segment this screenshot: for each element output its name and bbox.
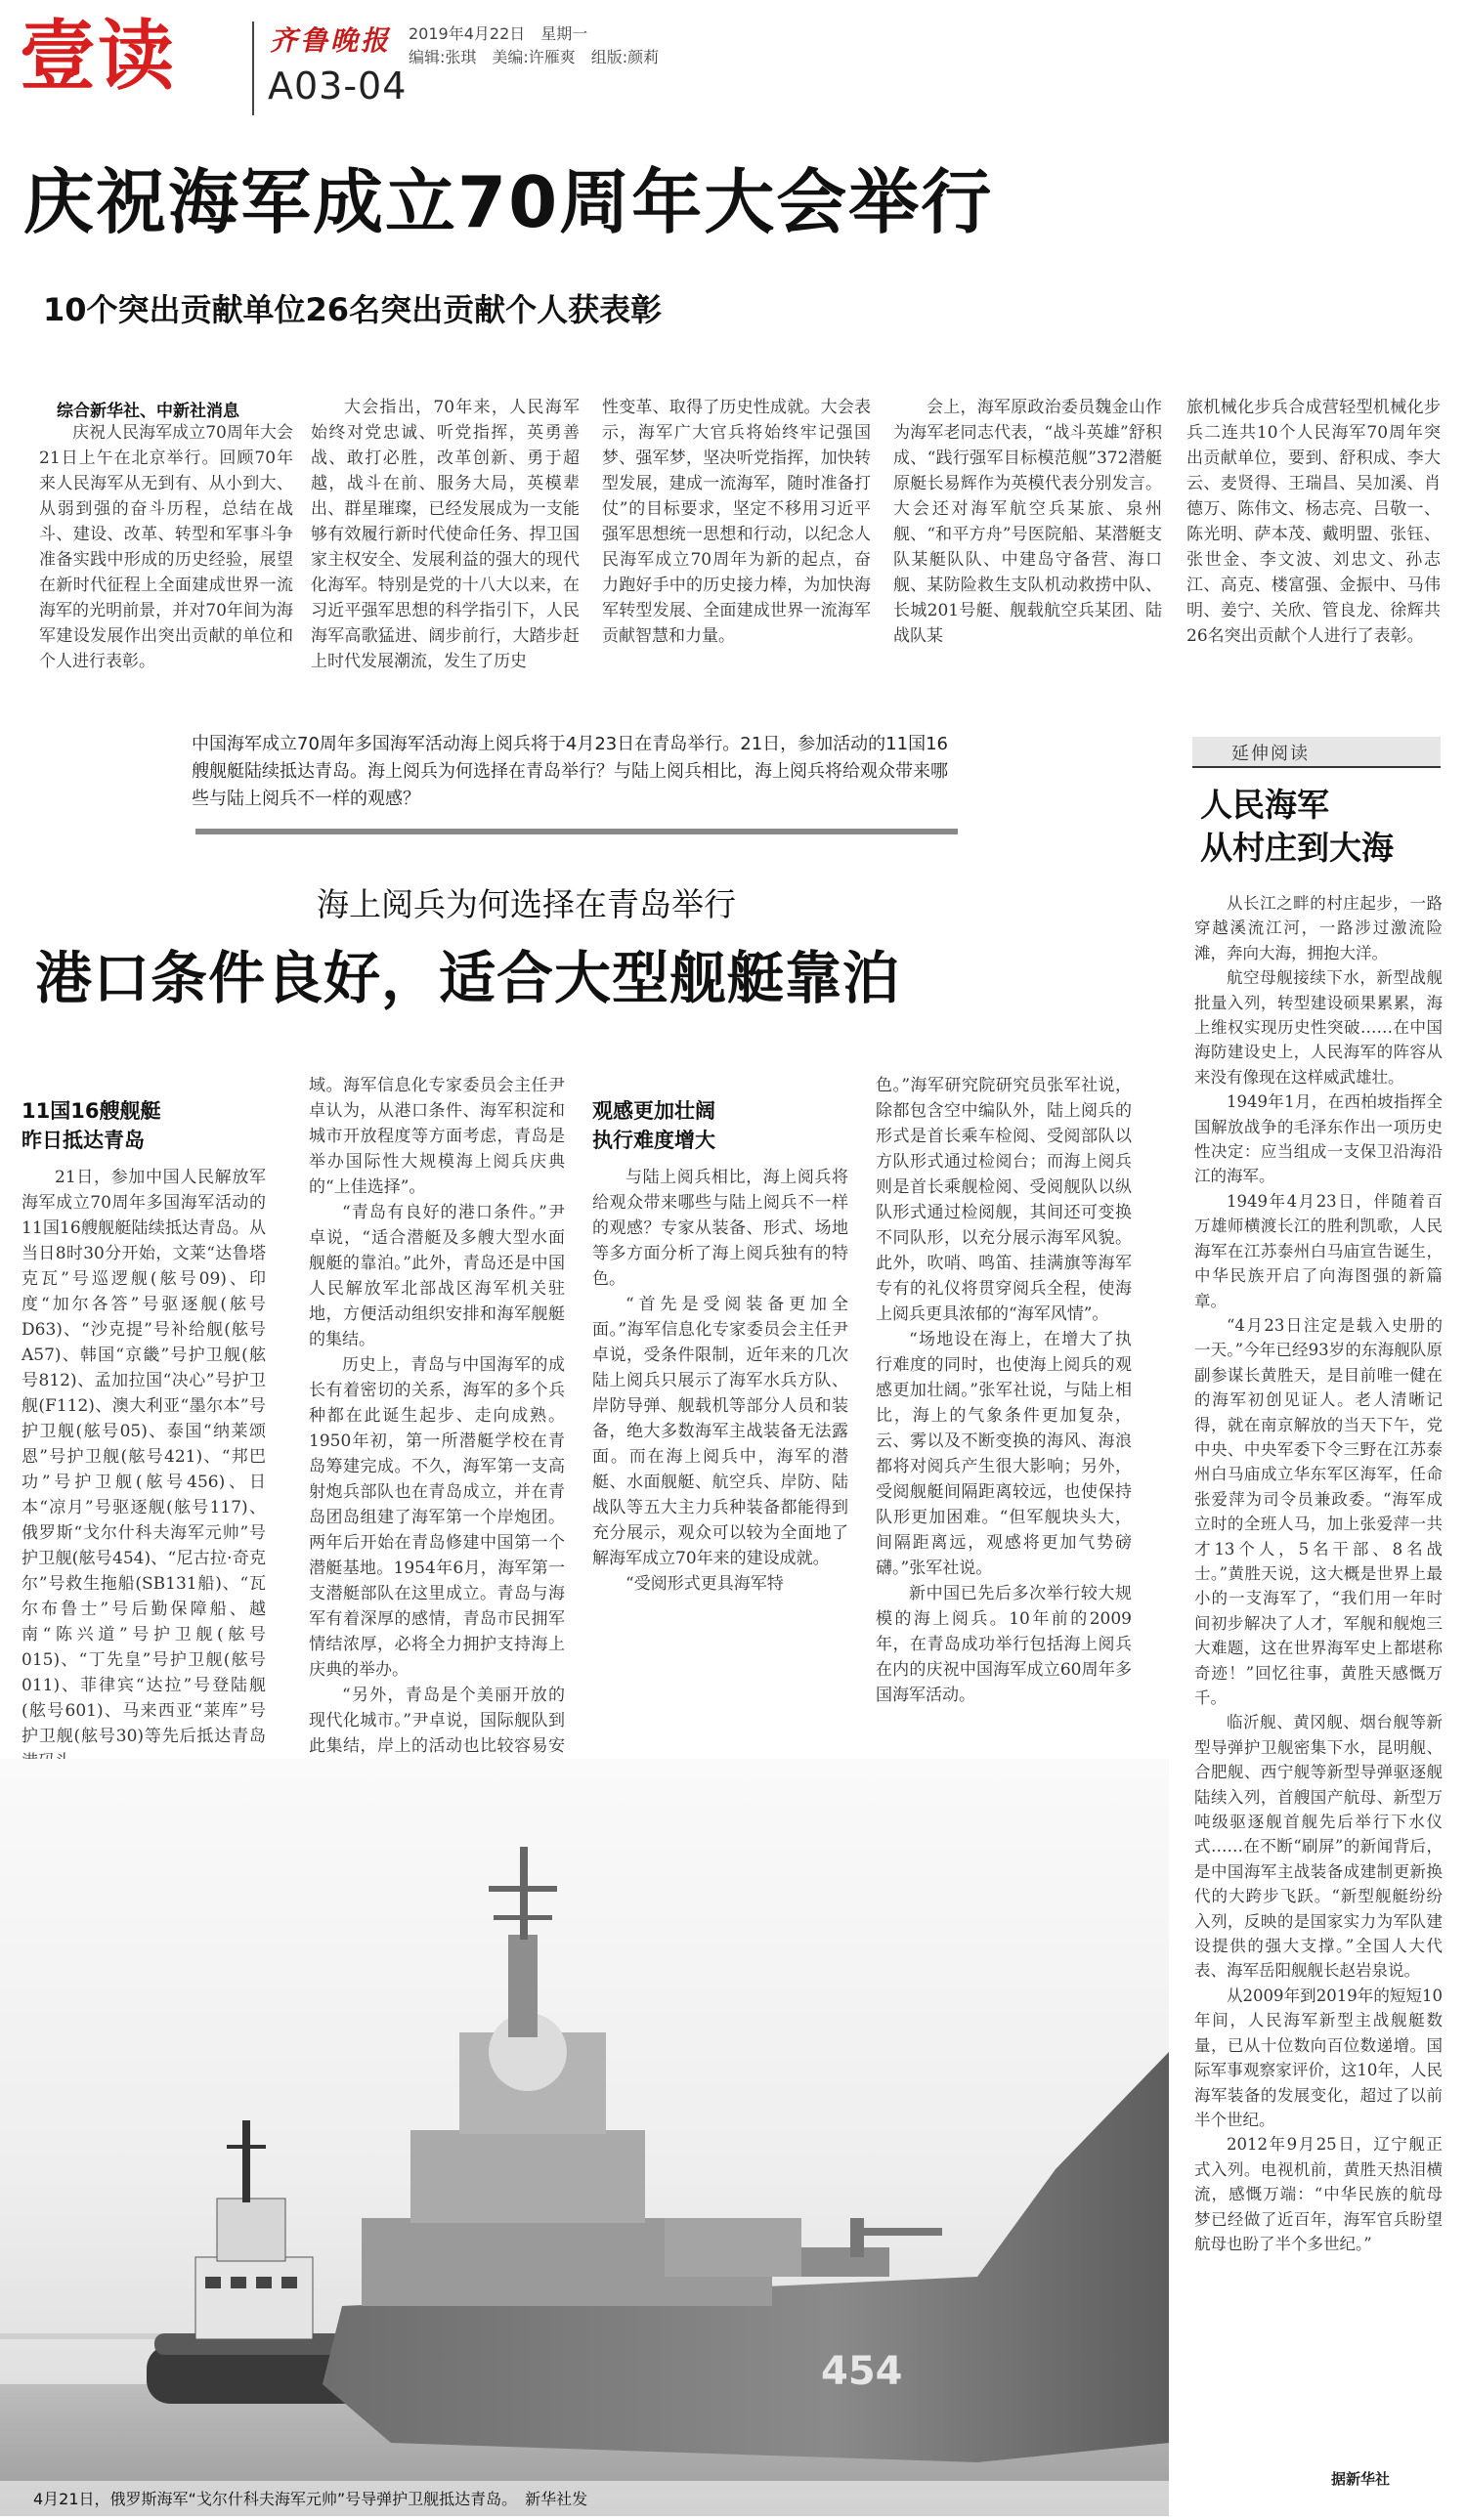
lead-column-3 [602,395,871,649]
sidebar-paragraph: 2012年9月25日，辽宁舰正式入列。电视机前，黄胜天热泪横流，感慨万端：“中华民族的航母梦已经做了近百年，海军官兵盼望航母也盼了半个多世纪。” [1194,2135,1443,2253]
lead-byline: 综合新华社、中新社消息 [57,402,239,421]
feature-paragraph: “受阅形式更具海军特 [625,1574,784,1594]
editors-line: 编辑:张琪 美编:许雁爽 组版:颜莉 [409,48,660,66]
intro-rule [195,829,958,834]
sidebar-paragraph: 1949年4月23日，伴随着百万雄师横渡长江的胜利凯歌，人民海军在江苏泰州白马庙宣告诞生，中华民族开启了向海图强的新篇章。 [1194,1191,1443,1310]
feature-paragraph: “青岛有良好的港口条件。”尹卓说，“适合潜艇及多艘大型水面舰艇的靠泊。”此外，青岛还是中国人民解放军北部战区海军机关驻地，方便活动组织安排和海军舰艇的集结。 [309,1203,565,1349]
photo-caption: 4月21日，俄罗斯海军“戈尔什科夫海军元帅”号导弹护卫舰抵达青岛。 新华社发 [33,2490,588,2508]
lead-subhead: 10个突出贡献单位26名突出贡献个人获表彰 [43,291,663,328]
sidebar [1185,737,1450,2505]
hull-number: 454 [821,2349,903,2394]
lead-paragraph: 庆祝人民海军成立70周年大会21日上午在北京举行。回顾70年来人民海军从无到有、从小到大、从弱到强的奋斗历程，总结在战斗、建设、改革、转型和军事斗争准备实践中形成的历史经验，展望在新时代征程上全面建成世界一流海军的光明前景，并对70年间为海军建设发展作出突出贡献的单位和个人进行表彰。 [39,423,293,671]
lead-column-1 [39,420,293,674]
lead-headline: 庆祝海军成立70周年大会举行 [23,161,994,243]
masthead [0,0,1466,127]
warship-photo-svg [0,1759,1169,2516]
section-title: 壹读 [20,13,177,101]
feature-column-4 [876,1073,1132,1708]
sidebar-headline: 人民海军 从村庄到大海 [1200,786,1394,867]
sidebar-paragraph: 航空母舰接续下水，新型战舰批量入列，转型建设硕果累累，海上维权实现历史性突破……在中国海防建设史上，人民海军的阵容从来没有像现在这样威武雄壮。 [1194,968,1443,1087]
date-line: 2019年4月22日 星期一 [409,24,588,43]
feature-paragraph: 与陆上阅兵相比，海上阅兵将给观众带来哪些与陆上阅兵不一样的观感？专家从装备、形式、场地等多方面分析了海上阅兵独有的特色。 [592,1168,848,1289]
feature-headline: 港口条件良好，适合大型舰艇靠泊 [35,945,901,1011]
feature-paragraph: “另外，青岛是个美丽开放的现代化城市。”尹卓说，国际舰队到此集结，岸上的活动也比较容易安 [309,1686,565,1756]
feature-paragraph: “场地设在海上，在增大了执行难度的同时，也使海上阅兵的观感更加壮阔。”张军社说，与陆上相比，海上的气象条件更加复杂，云、雾以及不断变换的海风、海浪都将对阅兵产生很大影响；另外，受阅舰艇间隔距离较远，也使保持队形更加困难。“但军舰块头大，间隔距离远，观感将更加气势磅礴。”张军社说。 [876,1330,1132,1578]
subheading-arrival: 11国16艘舰艇 昨日抵达青岛 [22,1099,161,1152]
feature-column-2 [309,1073,565,1835]
feature-intro: 中国海军成立70周年多国海军活动海上阅兵将于4月23日在青岛举行。21日，参加活动的11国16艘舰艇陆续抵达青岛。海上阅兵为何选择在青岛举行？与陆上阅兵相比，海上阅兵将给观众带来哪些与陆上阅兵不一样的观感？ [192,734,948,809]
lead-paragraph: 性变革、取得了历史性成就。大会表示，海军广大官兵将始终牢记强国梦、强军梦，坚决听党指挥，加快转型发展，建成一流海军，随时准备打仗”的目标要求，坚定不移用习近平强军思想统一思想和行动，以纪念人民海军成立70周年为新的起点，奋力跑好手中的历史接力棒，为加快海军转型发展、全面建成世界一流海军贡献智慧和力量。 [602,398,871,646]
sidebar-paragraph: “4月23日注定是载入史册的一天。”今年已经93岁的东海舰队原副参谋长黄胜天，是目前唯一健在的海军初创见证人。老人清晰记得，就在南京解放的当天下午，党中央、中央军委下令三野在江苏泰州白马庙成立华东军区海军，任命张爱萍为司令员兼政委。“海军成立时的全班人马，加上张爱萍一共才13个人，5名干部、8名战士。”黄胜天说，这大概是世界上最小的一支海军了，“我们用一年时间初步解决了人才，军舰和舰炮三大难题，这在世界海军史上都堪称奇迹！”回忆往事，黄胜天感慨万千。 [1194,1315,1443,1707]
lead-paragraph: 会上，海军原政治委员魏金山作为海军老同志代表，“战斗英雄”舒积成、“践行强军目标模范舰”372潜艇原艇长易辉作为英模代表分别发言。大会还对海军航空兵某旅、泉州舰、“和平方舟”号医院船、某潜艇支队某艇队队、中建岛守备营、海口舰、某防险救生支队机动救捞中队、长城201号艇、舰载航空兵某团、陆战队某 [893,398,1162,646]
sidebar-paragraph: 从2009年到2019年的短短10年间，人民海军新型主战舰艇数量，已从十位数向百位数递增。国际军事观察家评价，这10年，人民海军装备的发展变化，超过了以前半个世纪。 [1194,1986,1443,2129]
sidebar-credit: 据新华社 [1331,2470,1391,2488]
feature-paragraph: 新中国已先后多次举行较大规模的海上阅兵。10年前的2009年，在青岛成功举行包括海上阅兵在内的庆祝中国海军成立60周年多国海军活动。 [876,1584,1132,1705]
lead-column-2 [311,395,580,674]
sidebar-paragraph: 临沂舰、黄冈舰、烟台舰等新型导弹护卫舰密集下水，昆明舰、合肥舰、西宁舰等新型导弹驱逐舰陆续入列，首艘国产航母、新型万吨级驱逐舰首舰先后举行下水仪式……在不断“刷屏”的新闻背后，是中国海军主战装备成建制更新换代的大跨步飞跃。“新型舰艇纷纷入列，反映的是国家实力为军队建设提供的强大支撑。”全国人大代表、海军岳阳舰舰长赵岩泉说。 [1194,1713,1443,1981]
feature-paragraph: 历史上，青岛与中国海军的成长有着密切的关系，海军的多个兵种都在此诞生起步、走向成熟。1950年初，第一所潜艇学校在青岛筹建完成。不久，海军第一支高射炮兵部队也在青岛成立，并在青岛团岛组建了海军第一个岸炮团。两年后开始在青岛修建中国第一个潜艇基地。1954年6月，海军第一支潜艇部队在这里成立。青岛与海军有着深厚的感情，青岛市民拥军情结浓厚，必将全力拥护支持海上庆典的举办。 [309,1355,565,1680]
lead-column-4 [893,395,1162,649]
feature-kicker: 海上阅兵为何选择在青岛举行 [317,885,736,923]
subheading-spectacle: 观感更加壮阔 执行难度增大 [592,1099,715,1152]
feature-paragraph: 域。海军信息化专家委员会主任尹卓认为，从港口条件、海军积淀和城市开放程度等方面考虑，青岛是举办国际性大规模海上阅兵庆典的“上佳选择”。 [309,1076,565,1197]
sidebar-paragraph: 1949年1月，在西柏坡指挥全国解放战争的毛泽东作出一项历史性决定：应当组成一支保卫沿海沿江的海军。 [1194,1092,1443,1186]
newspaper-logo: 齐鲁晚报 [270,24,392,57]
feature-paragraph: 21日，参加中国人民解放军海军成立70周年多国海军活动的11国16艘舰艇陆续抵达青岛。从当日8时30分开始，文莱“达鲁塔克瓦”号巡逻舰(舷号09)、印度“加尔各答”号驱逐舰(舷号D63)、“沙克提”号补给舰(舷号A57)、韩国“京畿”号护卫舰(舷号812)、孟加拉国“决心”号护卫舰(F112)、澳大利亚“墨尔本”号护卫舰(舷号05)、泰国“纳莱颂恩”号护卫舰(舷号421)、“邦巴功”号护卫舰(舷号456)、日本“凉月”号驱逐舰(舷号117)、俄罗斯“戈尔什科夫海军元帅”号护卫舰(舷号454)、“尼古拉·奇克尔”号救生拖船(SB131船)、“瓦尔布鲁士”号后勤保障船、越南“陈兴道”号护卫舰(舷号015)、“丁先皇”号护卫舰(舷号011)、菲律宾“达拉”号登陆舰(舷号601)、马来西亚“莱库”号护卫舰(舷号30)等先后抵达青岛 [22,1168,266,1746]
lead-column-5 [1186,395,1441,649]
sidebar-paragraph: 从长江之畔的村庄起步，一路穿越溪流江河，一路涉过激流险滩，奔向大海，拥抱大洋。 [1194,894,1443,962]
page-code: A03-04 [268,64,408,107]
sidebar-label: 延伸阅读 [1231,744,1310,764]
sidebar-label-bar [1192,737,1441,766]
masthead-divider [252,21,254,115]
warship-photo [0,1759,1169,2516]
lead-paragraph: 大会指出，70年来，人民海军始终对党忠诚、听党指挥，英勇善战、敢打必胜，改革创新、勇于超越，战斗在前、服务大局，英模辈出、群星璀璨，已经发展成为一支能够有效履行新时代使命任务、捍卫国家主权安全、发展利益的强大的现代化海军。特别是党的十八大以来，在习近平强军思想的科学指引下，人民海军高歌猛进、阔步前行，大踏步赶上时代发展潮流，发生了历史 [311,398,580,671]
sidebar-body [1194,891,1443,2256]
feature-paragraph: 色。”海军研究院研究员张军社说，除都包含空中编队外，陆上阅兵的形式是首长乘车检阅、受阅部队以方队形式通过检阅台；而海上阅兵则是首长乘舰检阅、受阅舰队以纵队形式通过检阅舰，其间还可变换不同队形，以充分展示海军风貌。此外，吹哨、鸣笛、挂满旗等海军专有的礼仪将贯穿阅兵全程，使海上阅兵更具浓郁的“海军风情”。 [876,1076,1132,1324]
lead-paragraph: 旅机械化步兵合成营轻型机械化步兵二连共10个人民海军70周年突出贡献单位，要到、舒积成、李大云、麦贤得、王瑞昌、吴加溪、肖德万、陈伟文、杨志亮、吕敬一、陈光明、萨本茂、戴明盟、张钰、张世金、李文波、刘忠文、孙志江、高克、楼富强、金振中、马伟明、姜宁、关欣、管良龙、徐辉共26名突出贡献个人进行了表彰。 [1186,398,1441,646]
feature-paragraph: “首先是受阅装备更加全面。”海军信息化专家委员会主任尹卓说，受条件限制，近年来的几次陆上阅兵只展示了海军水兵方队、岸防导弹、舰载机等部分人员和装备，绝大多数海军主战装备无法露面。而在海上阅兵中，海军的潜艇、水面舰艇、航空兵、岸防、陆战队等五大主力兵种装备都能得到充分展示，观众可以较为全面地了解海军成立70年来的建设成就。 [592,1295,848,1568]
sidebar-label-rule [1192,766,1441,768]
feature-column-3 [592,1090,848,1597]
